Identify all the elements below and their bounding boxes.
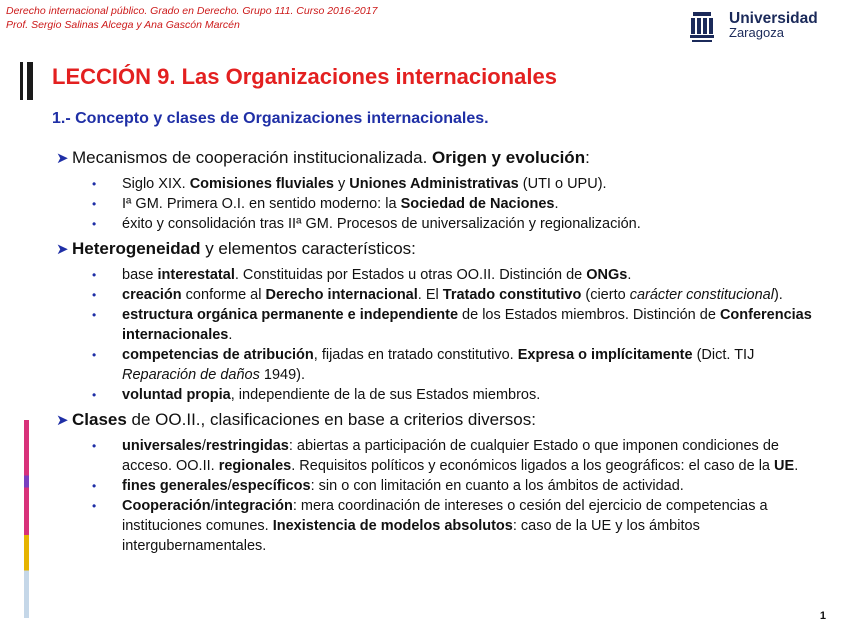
- arrowhead-right-icon: ➤: [56, 241, 69, 258]
- heading-tail: :: [585, 148, 590, 167]
- list-item: • voluntad propia, independiente de la de sus Estados miembros.: [86, 385, 816, 405]
- section-heading: [56, 409, 816, 432]
- page-number: 1: [819, 610, 826, 622]
- section-heading: [56, 147, 816, 170]
- list-item: • competencias de atribución, fijadas en tratado constitutivo. Expresa o implícitamente (Dict. TIJ Reparación de daños 1949).: [86, 345, 816, 385]
- heading-bold: Origen y evolución: [432, 148, 586, 167]
- title-bar-thick: [27, 62, 33, 100]
- bullet-list: [56, 436, 816, 556]
- arrowhead-right-icon: ➤: [56, 412, 69, 429]
- university-logo: [689, 10, 829, 46]
- heading-text: de OO.II., clasificaciones en base a criterios diversos:: [126, 410, 536, 429]
- arrowhead-right-icon: ➤: [56, 150, 69, 167]
- section-origin: [56, 147, 816, 234]
- heading-text: Mecanismos de cooperación institucionalizada.: [72, 148, 428, 167]
- title-bar-thin: [20, 62, 23, 100]
- list-item: • universales/restringidas: abiertas a participación de cualquier Estado o que imponen condiciones de acceso. OO.II. regionales. Requisitos políticos y económicos ligados a los geográficos: el caso de la UE.: [86, 436, 816, 476]
- heading-text: y elementos característicos:: [200, 239, 416, 258]
- decorative-color-strip: [24, 420, 29, 618]
- list-item: • Cooperación/integración: mera coordinación de intereses o cesión del ejercicio de competencias a instituciones comunes. Inexistencia de modelos absolutos: caso de la UE y los ámbitos intergubernamentales.: [86, 496, 816, 556]
- section-heterogeneity: [56, 238, 816, 405]
- professors-line: Prof. Sergio Salinas Alcega y Ana Gascón Marcén: [6, 19, 240, 31]
- list-item: • estructura orgánica permanente e independiente de los Estados miembros. Distinción de Conferencias internacionales.: [86, 305, 816, 345]
- list-item: • creación conforme al Derecho internacional. El Tratado constitutivo (cierto carácter constitucional).: [86, 285, 816, 305]
- page-title: LECCIÓN 9. Las Organizaciones internacionales: [52, 64, 557, 89]
- list-item: • Siglo XIX. Comisiones fluviales y Uniones Administrativas (UTI o UPU).: [86, 174, 816, 194]
- list-item: • éxito y consolidación tras IIª GM. Procesos de universalización y regionalización.: [86, 214, 816, 234]
- bullet-list: [56, 174, 816, 234]
- main-content: [56, 147, 816, 560]
- section-subtitle: 1.- Concepto y clases de Organizaciones internacionales.: [52, 110, 489, 127]
- section-heading: [56, 238, 816, 261]
- list-item: • Iª GM. Primera O.I. en sentido moderno: la Sociedad de Naciones.: [86, 194, 816, 214]
- course-line: Derecho internacional público. Grado en Derecho. Grupo 111. Curso 2016-2017: [6, 5, 378, 17]
- heading-bold: Heterogeneidad: [72, 239, 201, 258]
- document-header: [6, 4, 377, 32]
- section-classes: [56, 409, 816, 556]
- list-item: • fines generales/específicos: sin o con limitación en cuanto a los ámbitos de actividad.: [86, 476, 816, 496]
- bullet-list: [56, 265, 816, 405]
- heading-bold: Clases: [72, 410, 127, 429]
- logo-word-universidad: Universidad: [729, 10, 818, 27]
- logo-word-zaragoza: Zaragoza: [729, 25, 784, 40]
- university-crest-icon: [689, 10, 715, 44]
- list-item: • base interestatal. Constituidas por Estados u otras OO.II. Distinción de ONGs.: [86, 265, 816, 285]
